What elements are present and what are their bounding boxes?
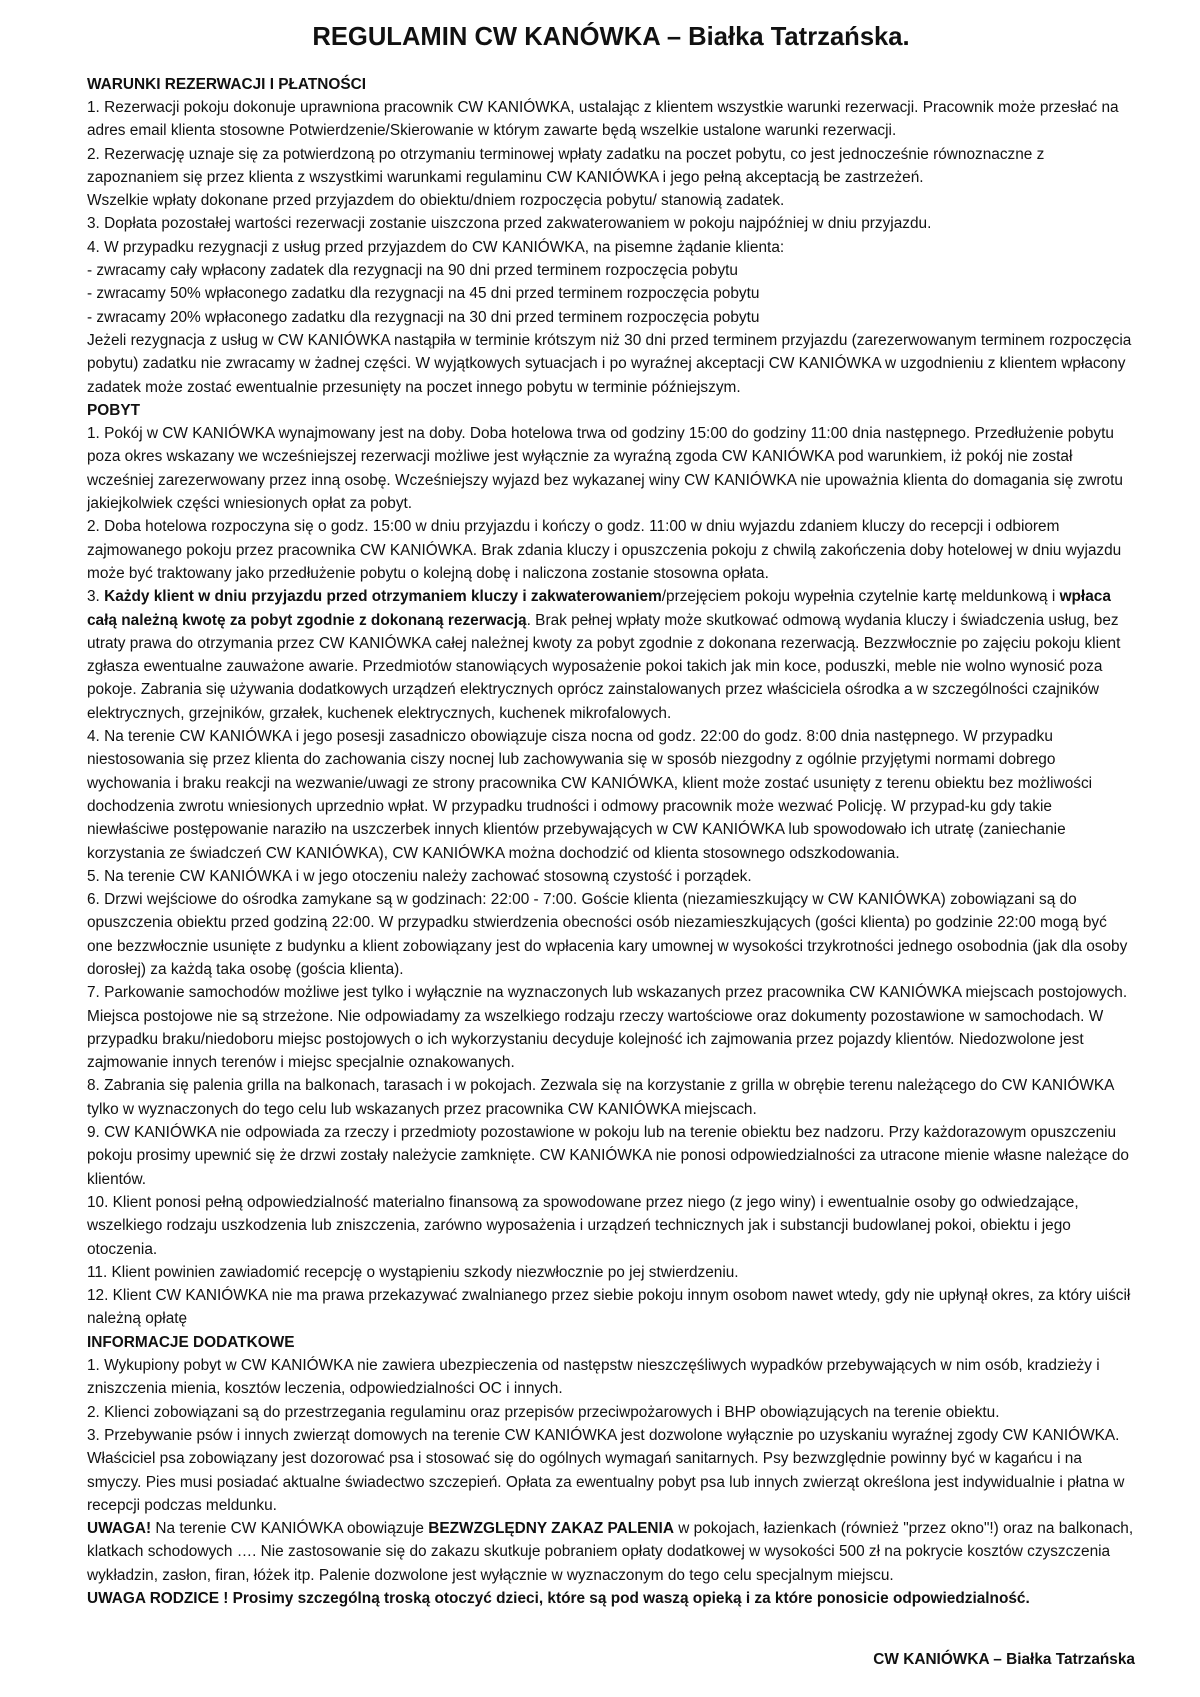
paragraph-pobyt-9: 9. CW KANIÓWKA nie odpowiada za rzeczy i przedmioty pozostawione w pokoju lub na terenie obiektu bez nadzoru. Przy każdorazowym opuszczeniu pokoju prosimy upewnić się że drzwi zostały należycie zamknięte. CW KANIÓWKA nie ponosi odpowiedzialności za utracone mienie własne należące do klientów. [87,1124,1129,1188]
paragraph-pobyt-3-text-1: /przejęciem pokoju wypełnia czytelnie kartę meldunkową i [661,588,1060,606]
paragraph-informacje-3: 3. Przebywanie psów i innych zwierząt domowych na terenie CW KANIÓWKA jest dozwolone wyłącznie po uzyskaniu wyraźnej zgody CW KANIÓWKA. Właściciel psa zobowiązany jest dozorować psa i stosować się do ogólnych wymagań sanitarnych. Psy bezwzględnie powinny być w kagańcu i na smyczy. Pies musi posiadać aktualne świadectwo szczepień. Opłata za ewentualny pobyt psa lub innych zwierząt określona jest indywidualnie i płatna w recepcji podczas meldunku. [87,1426,1125,1514]
paragraph-pobyt-12: 12. Klient CW KANIÓWKA nie ma prawa przekazywać zwalnianego przez siebie pokoju innym osobom nawet wtedy, gdy nie upłynął okres, za który uiścił należną opłatę [87,1287,1131,1328]
paragraph-pobyt-4: 4. Na terenie CW KANIÓWKA i jego posesji zasadniczo obowiązuje cisza nocna od godz. 22:00 do godz. 8:00 dnia następnego. W przypadku niestosowania się przez klienta do zachowania ciszy nocnej lub zachowywania się w sposób niezgodny z ogólnie przyjętymi normami dobrego wychowania i braku reakcji na wezwanie/uwagi ze strony pracownika CW KANIÓWKA, klient może zostać usunięty z terenu obiektu bez możliwości dochodzenia zwrotu wniesionych uprzednio wpłat. W przypadku trudności i odmowy pracownik może wezwać Policję. W przypad-ku gdy takie niewłaściwe postępowanie naraziło na uszczerbek innych klientów przebywających w CW KANIÓWKA lub spowodowało ich utratę (zaniechanie korzystania ze świadczeń CW KANIÓWKA), CW KANIÓWKA można dochodzić od klienta stosownego odszkodowania. [87,728,1093,862]
paragraph-pobyt-3-number: 3. [87,588,105,606]
document-footer: CW KANIÓWKA – Białka Tatrzańska [873,1651,1135,1668]
paragraph-pobyt-2: 2. Doba hotelowa rozpoczyna się o godz. 15:00 w dniu przyjazdu i kończy o godz. 11:00 w dniu wyjazdu zdaniem kluczy do recepcji i odbiorem zajmowanego pokoju przez pracownika CW KANIÓWKA. Brak zdania kluczy i opuszczenia pokoju z chwilą zakończenia doby hotelowej w dniu wyjazdu może być traktowany jako przedłużenie pobytu o kolejną dobę i naliczona zostanie stosowna opłata. [87,518,1122,582]
paragraph-pobyt-3-text-2: . Brak pełnej wpłaty może skutkować odmową wydania kluczy i świadczenia usług, bez utraty prawa do otrzymania przez CW KANIÓWKA całej należnej kwoty za pobyt zgodnie z dokonana rezerwacją. Bezzwłocznie po zajęciu pokoju klient zgłasza ewentualne zauważone awarie. Przedmiotów stanowiących wyposażenie pokoi takich jak min koce, poduszki, meble nie wolno wynosić poza pokoje. Zabrania się używania dodatkowych urządzeń elektrycznych oprócz zainstalowanych przez właściciela ośrodka a w szczególności czajników elektrycznych, grzejników, grzałek, kuchenek elektrycznych, kuchenek mikrofalowych. [87,611,1121,722]
paragraph-pobyt-7: 7. Parkowanie samochodów możliwe jest tylko i wyłącznie na wyznaczonych lub wskazanych przez pracownika CW KANIÓWKA miejscach postojowych. Miejsca postojowe nie są strzeżone. Nie odpowiadamy za wszelkiego rodzaju rzeczy wartościowe oraz dokumenty pozostawione w samochodach. W przypadku braku/niedoboru miejsc postojowych o ich wykorzystaniu decyduje kolejność ich zajmowania przez pojazdy klientów. Niedozwolone jest zajmowanie innych terenów i miejsc specjalnie oznakowanych. [87,984,1128,1072]
section-heading-informacje: INFORMACJE DODATKOWE [87,1333,295,1351]
paragraph-pobyt-3-bold-1: Każdy klient w dniu przyjazdu przed otrzymaniem kluczy i zakwaterowaniem [104,588,662,606]
paragraph-warunki-2b: Wszelkie wpłaty dokonane przed przyjazdem do obiektu/dniem rozpoczęcia pobytu/ stanowią zadatek. [87,192,785,210]
paragraph-pobyt-5: 5. Na terenie CW KANIÓWKA i w jego otoczeniu należy zachować stosowną czystość i porządek. [87,867,752,885]
paragraph-pobyt-6: 6. Drzwi wejściowe do ośrodka zamykane są w godzinach: 22:00 - 7:00. Goście klienta (niezamieszkujący w CW KANIÓWKA) zobowiązani są do opuszczenia obiektu przed godziną 22:00. W przypadku stwierdzenia obecności osób niezamieszkujących (gości klienta) po godzinie 22:00 mogą być one bezzwłocznie usunięte z budynku a klient zobowiązany jest do wpłacenia kary umownej w wysokości trzykrotności jednego osobodnia (jak dla osoby dorosłej) za każdą taka osobę (gościa klienta). [87,891,1128,978]
uwaga-label: UWAGA! [87,1520,152,1538]
paragraph-pobyt-10: 10. Klient ponosi pełną odpowiedzialność materialno finansową za spowodowane przez niego (z jego winy) i ewentualnie osoby go odwiedzające, wszelkiego rodzaju uszkodzenia lub zniszczenia, zarówno wyposażenia i urządzeń technicznych jak i substancji budowlanej pokoi, obiektu i jego otoczenia. [87,1193,1079,1258]
document-page [87,22,1135,1610]
document-body [87,73,1135,1611]
uwaga-text-2: w pokojach, łazienkach (również "przez okno"!) oraz na balkonach, klatkach schodowych …. Nie zastosowanie się do zakazu skutkuje pobraniem opłaty dodatkowej w wysokości 500 zł na pokrycie kosztów czyszczenia wykładzin, zasłon, firan, łóżek itp. Palenie dozwolone jest wyłącznie w wyznaczonym do tego celu specjalnym miejscu. [87,1520,1134,1584]
list-item-refund-90: - zwracamy cały wpłacony zadatek dla rezygnacji na 90 dni przed terminem rozpoczęcia pobytu [87,262,738,280]
uwaga-text-1: Na terenie CW KANIÓWKA obowiązuje [151,1520,429,1538]
paragraph-warunki-1: 1. Rezerwacji pokoju dokonuje uprawniona pracownik CW KANIÓWKA, ustalając z klientem wszystkie warunki rezerwacji. Pracownik może przesłać na adres email klienta stosowne Potwierdzenie/Skierowanie w którym zawarte będą wszelkie ustalone warunki rezerwacji. [87,99,1119,140]
paragraph-uwaga-smoking [87,1517,1135,1587]
document-title: REGULAMIN CW KANÓWKA – Białka Tatrzańska. [312,23,910,51]
paragraph-pobyt-11: 11. Klient powinien zawiadomić recepcję o wystąpieniu szkody niezwłocznie po jej stwierdzeniu. [87,1263,739,1281]
paragraph-warunki-4d: Jeżeli rezygnacja z usług w CW KANIÓWKA nastąpiła w terminie krótszym niż 30 dni przed terminem przyjazdu (zarezerwowanym terminem rozpoczęcia pobytu) zadatku nie zwracamy w żadnej części. W wyjątkowych sytuacjach i po wyraźnej akceptacji CW KANIÓWKA w uzgodnieniu z klientem wpłacony zadatek może zostać ewentualnie przesunięty na poczet innego pobytu w terminie późniejszym. [87,331,1132,396]
paragraph-pobyt-8: 8. Zabrania się palenia grilla na balkonach, tarasach i w pokojach. Zezwala się na korzystanie z grilla w obrębie terenu należącego do CW KANIÓWKA tylko w wyznaczonych do tego celu lub wskazanych przez pracownika CW KANIÓWKA miejscach. [87,1077,1114,1118]
paragraph-warunki-4: 4. W przypadku rezygnacji z usług przed przyjazdem do CW KANIÓWKA, na pisemne żądanie klienta: [87,238,785,256]
list-item-refund-30: - zwracamy 20% wpłaconego zadatku dla rezygnacji na 30 dni przed terminem rozpoczęcia pobytu [87,308,760,326]
paragraph-pobyt-3-bold-2: wpłaca całą należną kwotę za pobyt zgodnie z dokonaną rezerwacją [87,588,1111,629]
section-heading-pobyt: POBYT [87,401,141,419]
paragraph-informacje-1: 1. Wykupiony pobyt w CW KANIÓWKA nie zawiera ubezpieczenia od następstw nieszczęśliwych wypadków przebywających w nim osób, kradzieży i zniszczenia mienia, kosztów leczenia, odpowiedzialności OC i innych. [87,1357,1100,1398]
paragraph-warunki-3: 3. Dopłata pozostałej wartości rezerwacji zostanie uiszczona przed zakwaterowaniem w pokoju najpóźniej w dniu przyjazdu. [87,215,932,233]
smoking-ban-label: BEZWZGLĘDNY ZAKAZ PALENIA [428,1520,674,1538]
paragraph-pobyt-3 [87,585,1135,725]
paragraph-pobyt-1: 1. Pokój w CW KANIÓWKA wynajmowany jest na doby. Doba hotelowa trwa od godziny 15:00 do godziny 11:00 dnia następnego. Przedłużenie pobytu poza okres wskazany we wcześniejszej rezerwacji możliwe jest wyłącznie za wyraźną zgoda CW KANIÓWKA pod warunkiem, iż pokój nie został wcześniej zarezerwowany przez inną osobę. Wcześniejszy wyjazd bez wykazanej winy CW KANIÓWKA nie upoważnia klienta do domagania się zwrotu jakiejkolwiek części wniesionych opłat za pobyt. [87,425,1123,513]
list-item-refund-45: - zwracamy 50% wpłaconego zadatku dla rezygnacji na 45 dni przed terminem rozpoczęcia pobytu [87,285,760,303]
section-heading-warunki: WARUNKI REZERWACJI I PŁATNOŚCI [87,75,367,93]
paragraph-uwaga-rodzice: UWAGA RODZICE ! Prosimy szczególną troską otoczyć dzieci, które są pod waszą opieką i za które ponosicie odpowiedzialność. [87,1590,1030,1607]
paragraph-informacje-2: 2. Klienci zobowiązani są do przestrzegania regulaminu oraz przepisów przeciwpożarowych i BHP obowiązujących na terenie obiektu. [87,1403,1000,1421]
paragraph-warunki-2: 2. Rezerwację uznaje się za potwierdzoną po otrzymaniu terminowej wpłaty zadatku na poczet pobytu, co jest jednocześnie równoznaczne z zapoznaniem się przez klienta z wszystkimi warunkami regulaminu CW KANIÓWKA i jego pełną akceptacją be zastrzeżeń. [87,145,1045,186]
